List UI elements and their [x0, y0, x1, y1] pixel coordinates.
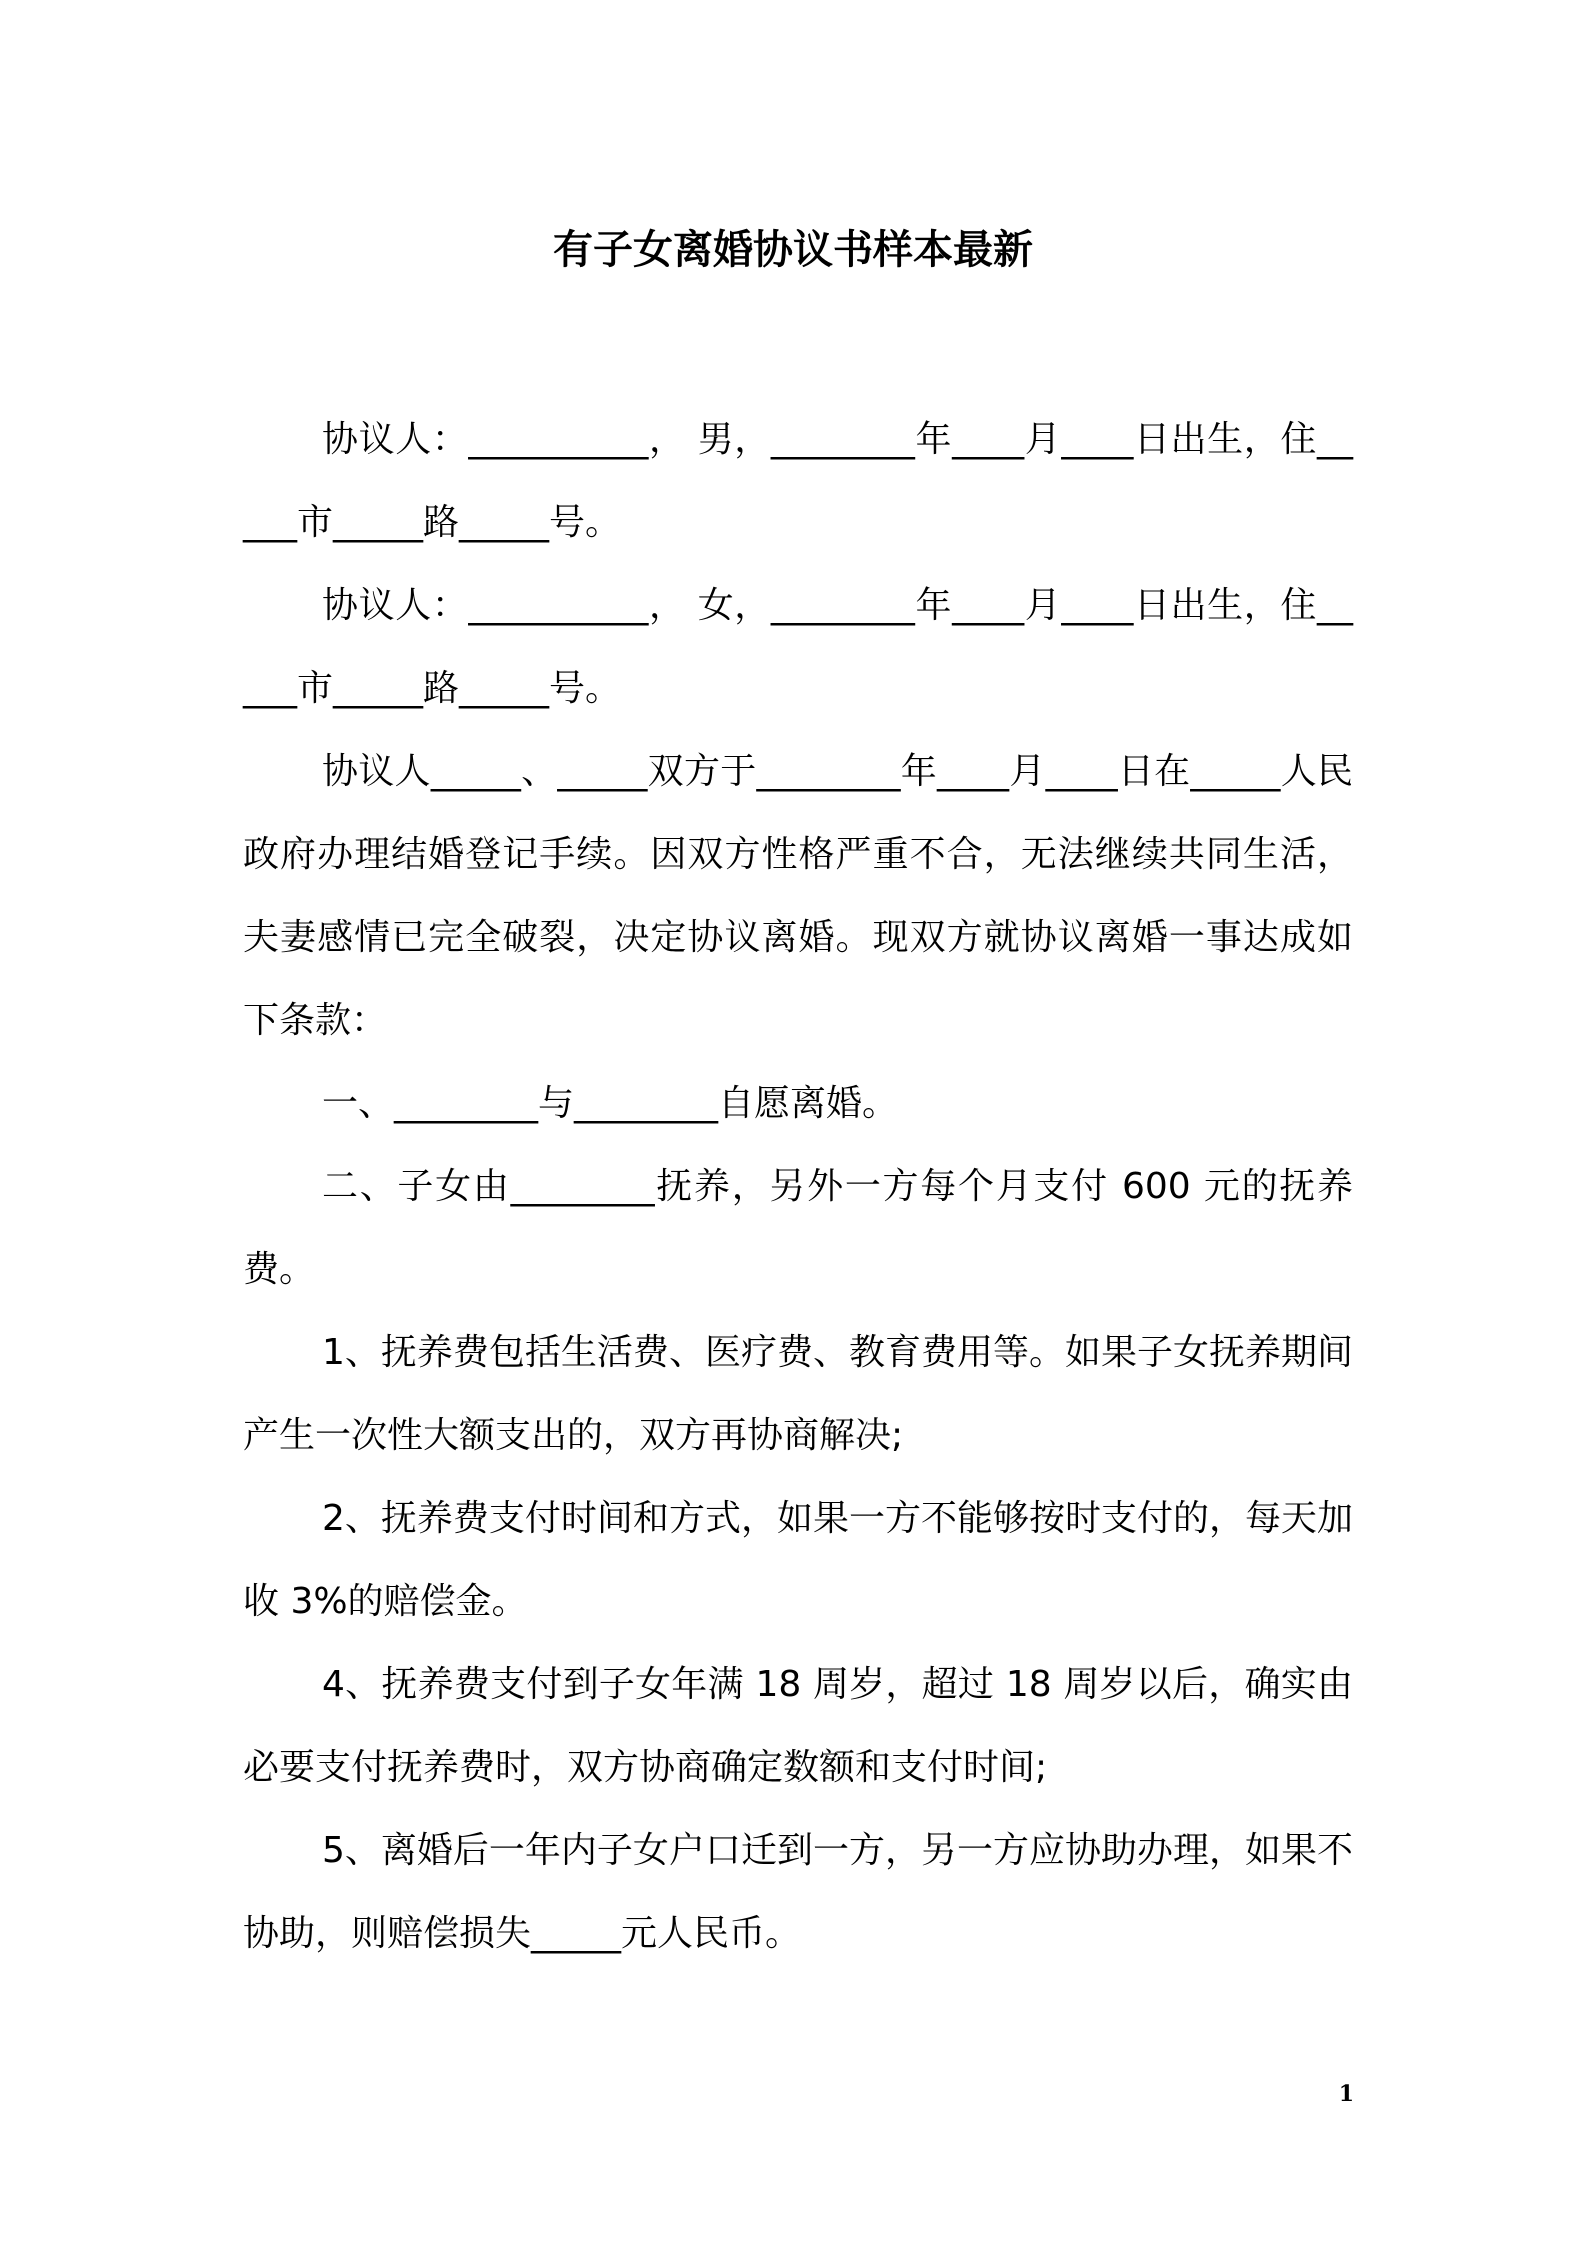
paragraph-subclause-5: 5、离婚后一年内子女户口迁到一方，另一方应协助办理，如果不协助，则赔偿损失_____元人民币。: [243, 1830, 1353, 1954]
paragraph-subclause-4: 4、抚养费支付到子女年满 18 周岁，超过 18 周岁以后，确实由必要支付抚养费时，双方协商确定数额和支付时间;: [243, 1664, 1353, 1788]
paragraph-subclause-2: 2、抚养费支付时间和方式，如果一方不能够按时支付的，每天加收 3%的赔偿金。: [243, 1498, 1353, 1622]
paragraph-clause-2: 二、子女由________抚养，另外一方每个月支付 600 元的抚养费。: [243, 1166, 1353, 1290]
paragraph-subclause-1: 1、抚养费包括生活费、医疗费、教育费用等。如果子女抚养期间产生一次性大额支出的，双方再协商解决;: [243, 1332, 1353, 1456]
document-title: 有子女离婚协议书样本最新: [553, 227, 1033, 273]
paragraph-preamble: 协议人_____、_____双方于________年____月____日在_____人民政府办理结婚登记手续。因双方性格严重不合，无法继续共同生活，夫妻感情已完全破裂，决定协议离婚。现双方就协议离婚一事达成如下条款：: [243, 751, 1353, 1041]
paragraph-party-female: 协议人：__________， 女，________年____月____日出生，住_____市_____路_____号。: [243, 585, 1353, 709]
paragraph-party-male: 协议人：__________， 男，________年____月____日出生，住_____市_____路_____号。: [243, 419, 1353, 543]
page-number: 1: [1338, 2081, 1354, 2107]
document-body: [243, 398, 1353, 1975]
paragraph-clause-1: 一、________与________自愿离婚。: [322, 1083, 899, 1124]
